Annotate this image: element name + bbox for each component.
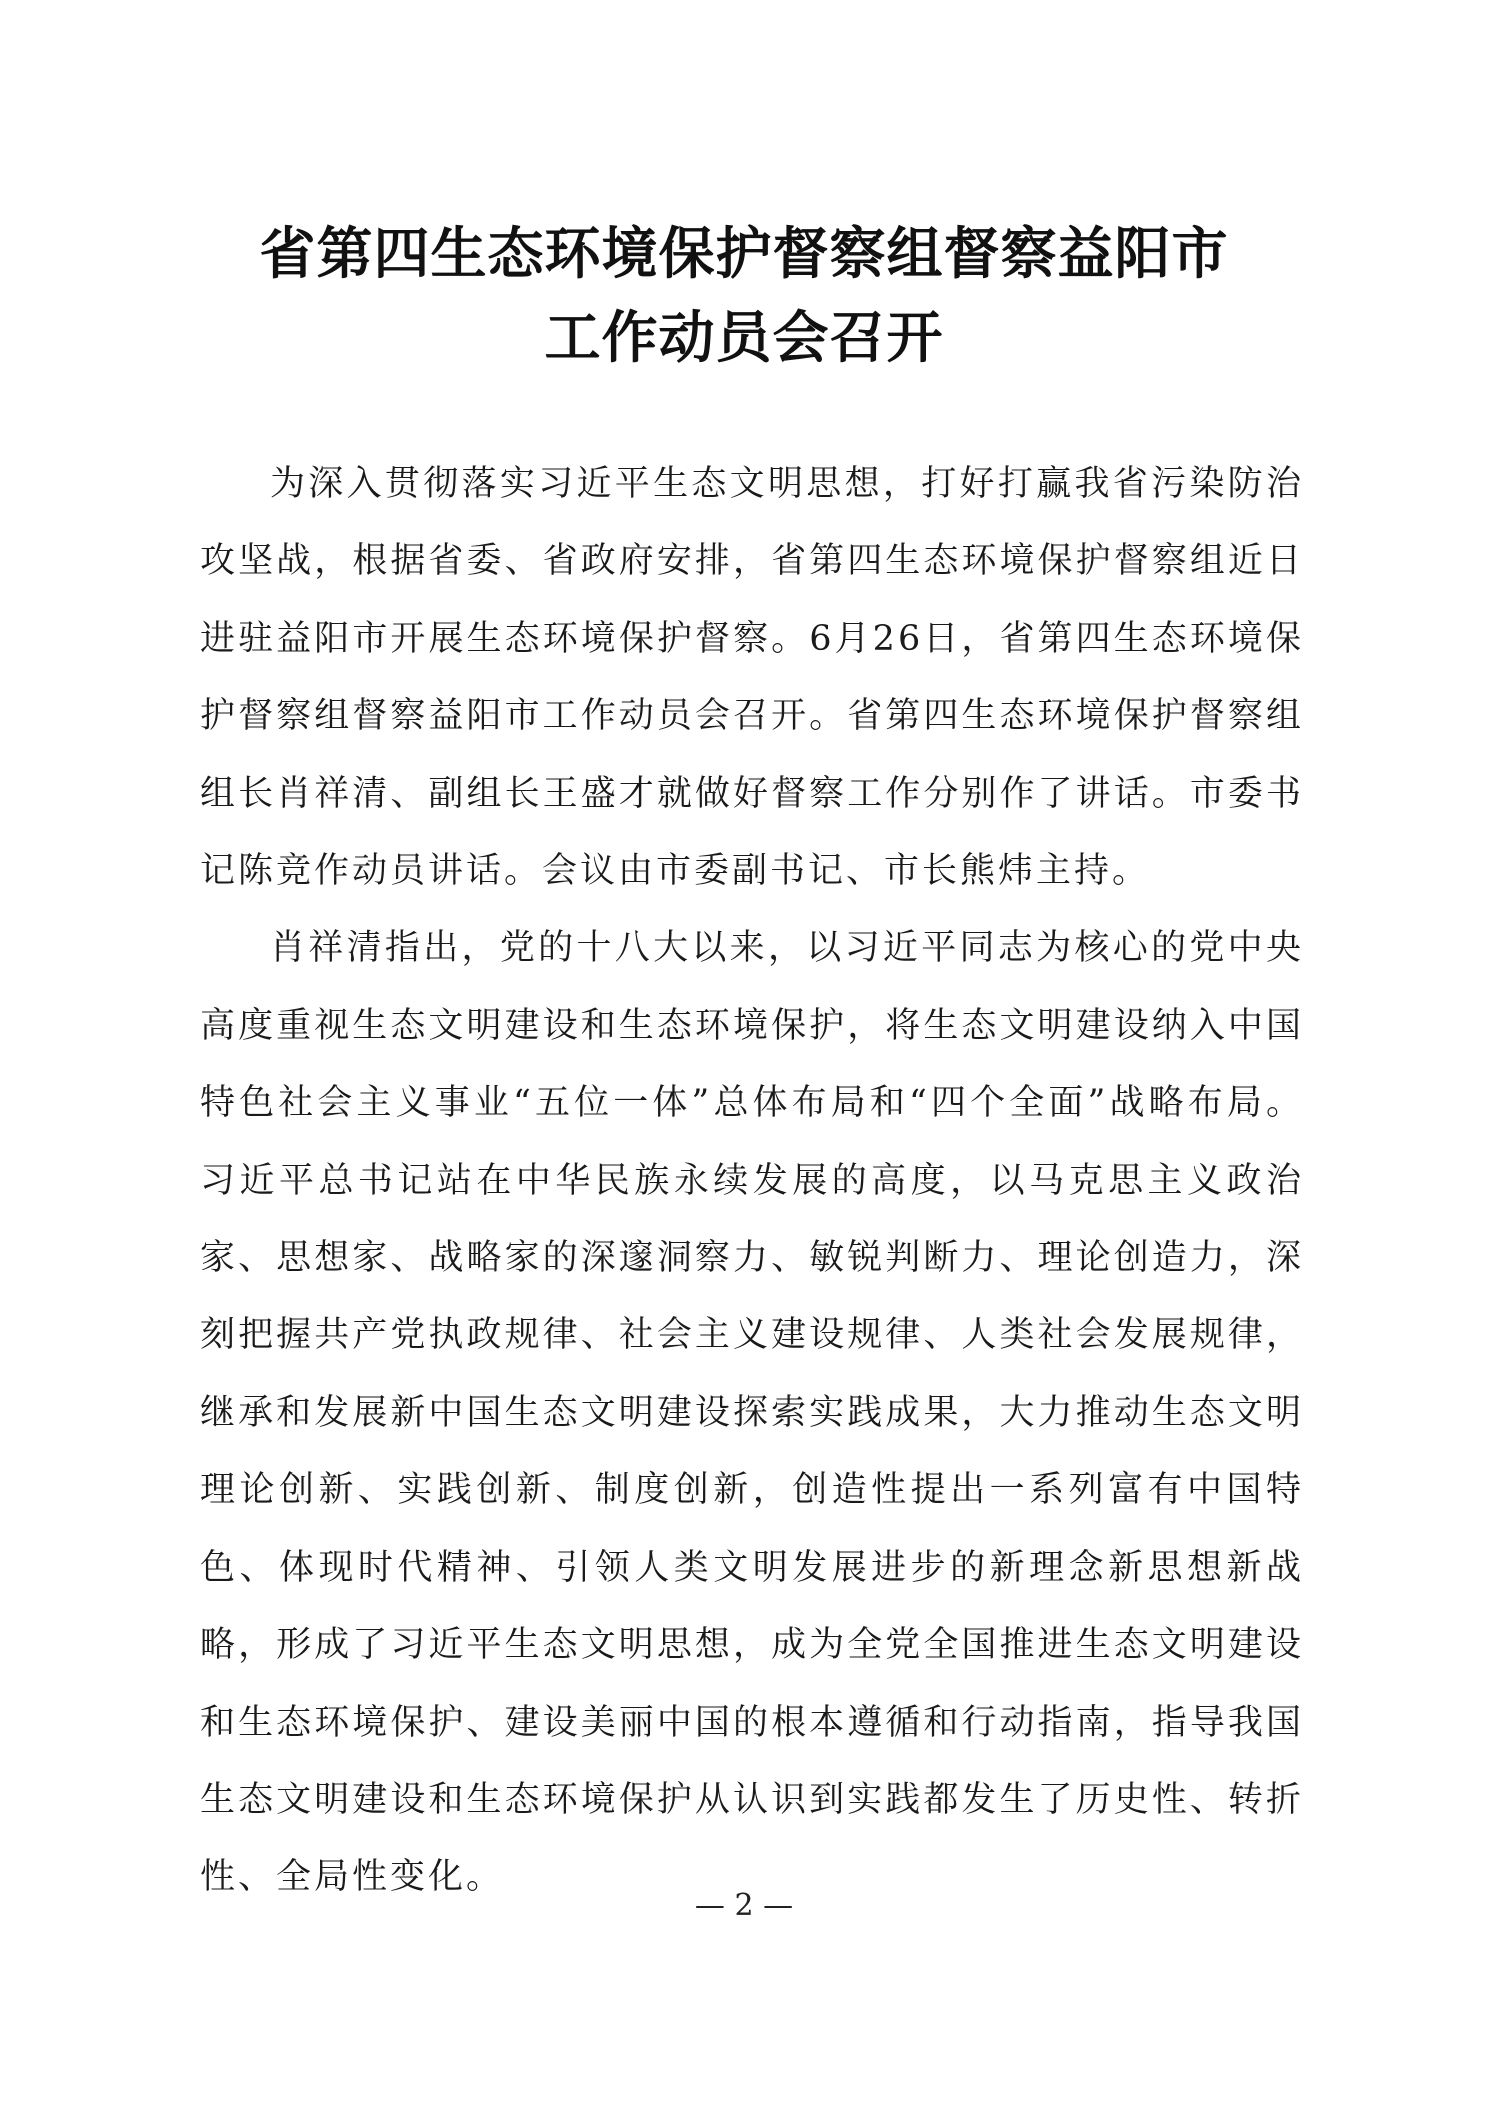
document-title-line-1: 省第四生态环境保护督察组督察益阳市 — [259, 221, 1229, 287]
body-paragraph-2: 肖祥清指出，党的十八大以来，以习近平同志为核心的党中央高度重视生态文明建设和生态环境保护，将生态文明建设纳入中国特色社会主义事业“五位一体”总体布局和“四个全面”战略布局。习近平总书记站在中华民族永续发展的高度，以马克思主义政治家、思想家、战略家的深邃洞察力、敏锐判断力、理论创造力，深刻把握共产党执政规律、社会主义建设规律、人类社会发展规律，继承和发展新中国生态文明建设探索实践成果，大力推动生态文明理论创新、实践创新、制度创新，创造性提出一系列富有中国特色、体现时代精神、引领人类文明发展进步的新理念新思想新战略，形成了习近平生态文明思想，成为全党全国推进生态文明建设和生态环境保护、建设美丽中国的根本遵循和行动指南，指导我国生态文明建设和生态环境保护从认识到实践都发生了历史性、转折性、全局性变化。 — [200, 928, 1304, 1898]
document-title — [0, 212, 1488, 380]
document-body — [200, 446, 1304, 1917]
page-number: — 2 — — [694, 1888, 794, 1923]
document-title-line-2: 工作动员会召开 — [544, 305, 944, 371]
body-paragraph-1: 为深入贯彻落实习近平生态文明思想，打好打赢我省污染防治攻坚战，根据省委、省政府安排，省第四生态环境保护督察组近日进驻益阳市开展生态环境保护督察。6月26日，省第四生态环境保护督察组督察益阳市工作动员会召开。省第四生态环境保护督察组组长肖祥清、副组长王盛才就做好督察工作分别作了讲话。市委书记陈竞作动员讲话。会议由市委副书记、市长熊炜主持。 — [200, 464, 1304, 892]
